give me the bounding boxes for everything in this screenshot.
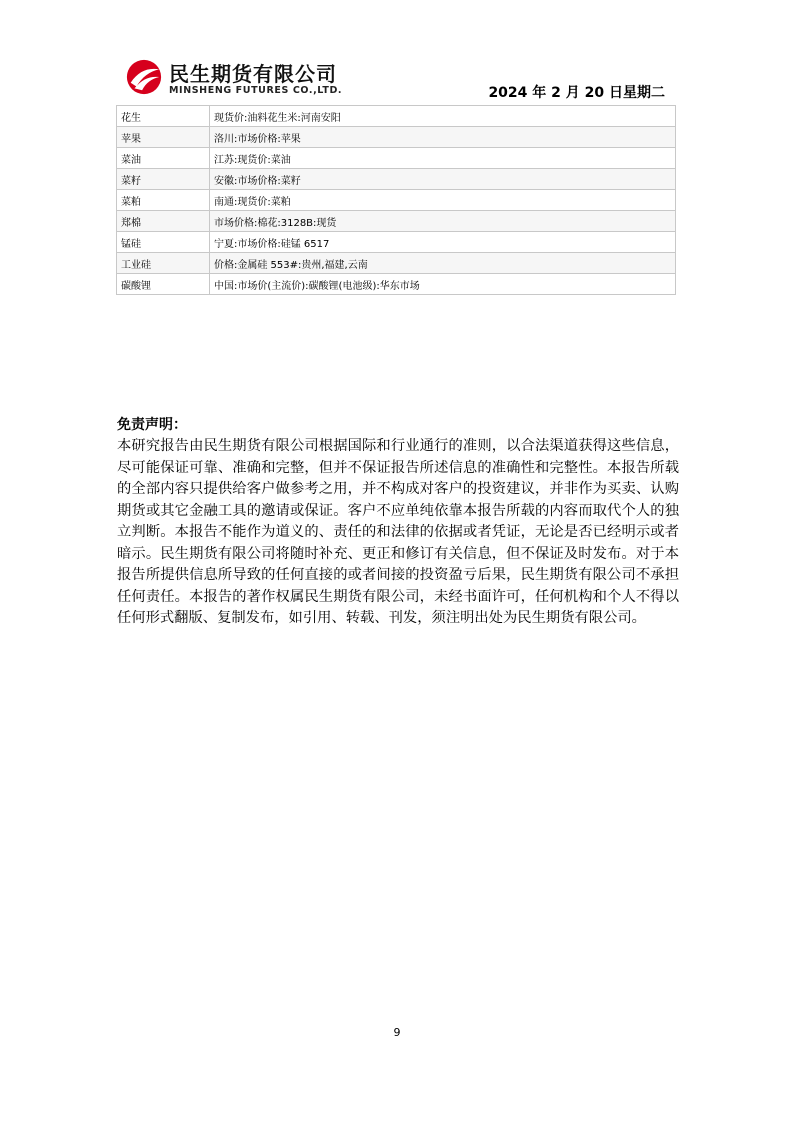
disclaimer-title: 免责声明： [117,417,187,433]
commodity-name: 菜油 [117,148,210,169]
commodity-name: 郑棉 [117,211,210,232]
minsheng-logo-icon [125,58,163,96]
report-date: 2024 年 2 月 20 日星期二 [488,85,665,101]
table-row [117,106,676,127]
source-description: 中国:市场价(主流价):碳酸锂(电池级):华东市场 [210,274,676,295]
table-row [117,127,676,148]
company-name-cn: 民生期货有限公司 [169,62,337,86]
data-source-table [116,105,676,295]
table-row [117,232,676,253]
table-row [117,190,676,211]
commodity-name: 花生 [117,106,210,127]
commodity-name: 苹果 [117,127,210,148]
disclaimer-body: 本研究报告由民生期货有限公司根据国际和行业通行的准则，以合法渠道获得这些信息，尽可能保证可靠、准确和完整，但并不保证报告所述信息的准确性和完整性。本报告所载的全部内容只提供给客户做参考之用，并不构成对客户的投资建议，并非作为买卖、认购期货或其它金融工具的邀请或保证。客户不应单纯依靠本报告所载的内容而取代个人的独立判断。本报告不能作为道义的、责任的和法律的依据或者凭证，无论是否已经明示或者暗示。民生期货有限公司将随时补充、更正和修订有关信息，但不保证及时发布。对于本报告所提供信息所导致的任何直接的或者间接的投资盈亏后果，民生期货有限公司不承担任何责任。本报告的著作权属民生期货有限公司，未经书面许可，任何机构和个人不得以任何形式翻版、复制发布，如引用、转载、刊发，须注明出处为民生期货有限公司。 [117,438,679,626]
table-row [117,211,676,232]
table-row [117,148,676,169]
source-description: 价格:金属硅 553#:贵州,福建,云南 [210,253,676,274]
commodity-name: 工业硅 [117,253,210,274]
commodity-name: 菜粕 [117,190,210,211]
company-logo [125,56,365,100]
source-description: 江苏:现货价:菜油 [210,148,676,169]
table-row [117,253,676,274]
source-description: 洛川:市场价格:苹果 [210,127,676,148]
commodity-name: 碳酸锂 [117,274,210,295]
table-row [117,274,676,295]
source-description: 南通:现货价:菜粕 [210,190,676,211]
disclaimer-section [117,414,679,630]
commodity-name: 菜籽 [117,169,210,190]
source-description: 安徽:市场价格:菜籽 [210,169,676,190]
page-header [117,52,677,102]
commodity-name: 锰硅 [117,232,210,253]
source-description: 现货价:油料花生米:河南安阳 [210,106,676,127]
source-description: 市场价格:棉花:3128B:现货 [210,211,676,232]
source-description: 宁夏:市场价格:硅锰 6517 [210,232,676,253]
table-row [117,169,676,190]
company-name-en: MINSHENG FUTURES CO.,LTD. [169,85,343,96]
page-number: 9 [393,1026,401,1039]
